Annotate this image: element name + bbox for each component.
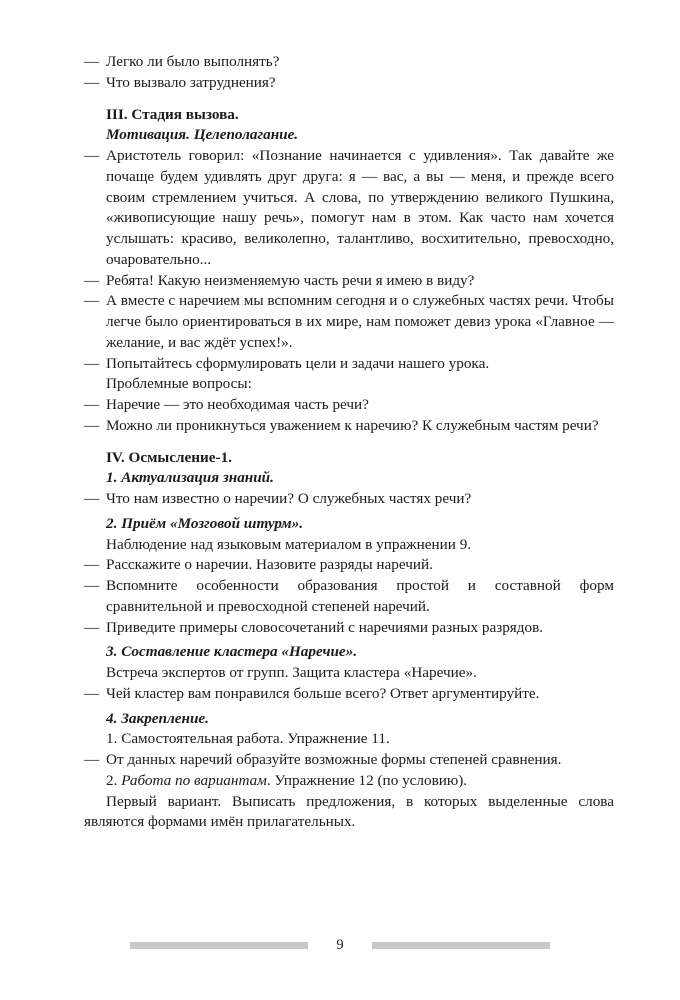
dash-paragraph — [84, 354, 614, 375]
paragraph-text: 2. — [106, 771, 122, 789]
paragraph-text-italic: Работа по вариантам — [121, 771, 267, 789]
page-footer — [0, 937, 680, 954]
em-dash-marker: — — [84, 147, 100, 164]
paragraph-text: Попытайтесь сформулировать цели и задачи нашего урока. — [106, 354, 490, 372]
paragraph-text: Расскажите о наречии. Назовите разряды наречий. — [106, 556, 433, 574]
em-dash-marker: — — [84, 292, 100, 310]
paragraph-text: Приведите примеры словосочетаний с наречиями разных разрядов. — [106, 618, 544, 636]
page-number: 9 — [336, 937, 344, 953]
em-dash-marker: — — [84, 416, 100, 434]
footer-rule-right — [372, 942, 550, 949]
paragraph-text: Что нам известно о наречии? О служебных частях речи? — [106, 490, 472, 507]
dash-paragraph — [84, 618, 614, 639]
em-dash-marker: — — [84, 73, 100, 91]
dash-paragraph — [84, 291, 614, 353]
paragraph: Встреча экспертов от групп. Защита кластера «Наречие». — [106, 664, 477, 681]
dash-paragraph — [84, 555, 614, 576]
paragraph: Проблемные вопросы: — [106, 375, 252, 393]
em-dash-marker: — — [84, 490, 100, 507]
dash-paragraph — [84, 395, 614, 416]
em-dash-marker: — — [84, 53, 100, 70]
paragraph-text: Что вызвало затруднения? — [106, 73, 276, 91]
dash-paragraph — [84, 489, 614, 510]
paragraph-text: Ребята! Какую неизменяемую часть речи я имею в виду? — [106, 271, 475, 289]
dash-paragraph — [84, 416, 614, 437]
dash-paragraph — [84, 73, 614, 94]
dash-paragraph — [84, 684, 614, 705]
subsection-heading: 3. Составление кластера «Наречие». — [106, 643, 358, 661]
em-dash-marker: — — [84, 556, 100, 574]
subsection-heading: Мотивация. Целеполагание. — [106, 126, 299, 144]
paragraph-text: Аристотель говорил: «Познание начинается с удивления». Так давайте же почаще будем удивлять друг друга: я — вас, а вы — меня, и прежде всего своим стремлением учиться. А слова, по утверждению великого Пушкина, «живописующие нашу речь», помогут нам в этом. Как часто нам хочется услышать: красиво, великолепно, талантливо, восхитительно, превосходно, очаровательно... — [106, 147, 614, 268]
paragraph-text: Можно ли проникнуться уважением к наречию? К служебным частям речи? — [106, 416, 599, 434]
paragraph: Первый вариант. Выписать предложения, в которых выделенные слова являются формами имён прилагательных. — [84, 792, 614, 831]
paragraph-text: Наречие — это необходимая часть речи? — [106, 396, 369, 413]
document-body — [84, 52, 614, 833]
paragraph-text: От данных наречий образуйте возможные формы степеней сравнения. — [106, 751, 562, 768]
paragraph: Наблюдение над языковым материалом в упражнении 9. — [106, 535, 472, 553]
em-dash-marker: — — [84, 354, 100, 372]
paragraph-spacer — [84, 437, 614, 448]
subsection-heading: 2. Приём «Мозговой штурм». — [106, 514, 304, 532]
dash-paragraph — [84, 146, 614, 271]
dash-paragraph — [84, 52, 614, 73]
paragraph-text: Легко ли было выполнять? — [106, 53, 280, 70]
dash-paragraph — [84, 271, 614, 292]
em-dash-marker: — — [84, 751, 100, 768]
paragraph-text-tail: . Упражнение 12 (по условию). — [266, 771, 468, 789]
dash-paragraph — [84, 750, 614, 771]
em-dash-marker: — — [84, 271, 100, 289]
paragraph: 1. Самостоятельная работа. Упражнение 11. — [106, 730, 390, 748]
footer-rule-left — [130, 942, 308, 949]
em-dash-marker: — — [84, 618, 100, 636]
paragraph-text: Вспомните особенности образования простой и составной форм сравнительной и превосходной степеней наречий. — [106, 577, 614, 615]
subsection-heading: 1. Актуализация знаний. — [106, 469, 274, 487]
paragraph-spacer — [84, 94, 614, 105]
subsection-heading: 4. Закрепление. — [106, 709, 209, 727]
em-dash-marker: — — [84, 684, 100, 702]
section-heading: III. Стадия вызова. — [106, 105, 239, 123]
paragraph-text: Чей кластер вам понравился больше всего? Ответ аргументируйте. — [106, 684, 540, 702]
paragraph — [84, 771, 614, 792]
paragraph-text: А вместе с наречием мы вспомним сегодня и о служебных частях речи. Чтобы легче было ориентироваться в их мире, нам поможет девиз урока «Главное — желание, и вас ждёт успех!». — [106, 292, 614, 351]
section-heading: IV. Осмысление-1. — [106, 448, 232, 466]
dash-paragraph — [84, 576, 614, 618]
em-dash-marker: — — [84, 396, 100, 413]
em-dash-marker: — — [84, 577, 100, 594]
